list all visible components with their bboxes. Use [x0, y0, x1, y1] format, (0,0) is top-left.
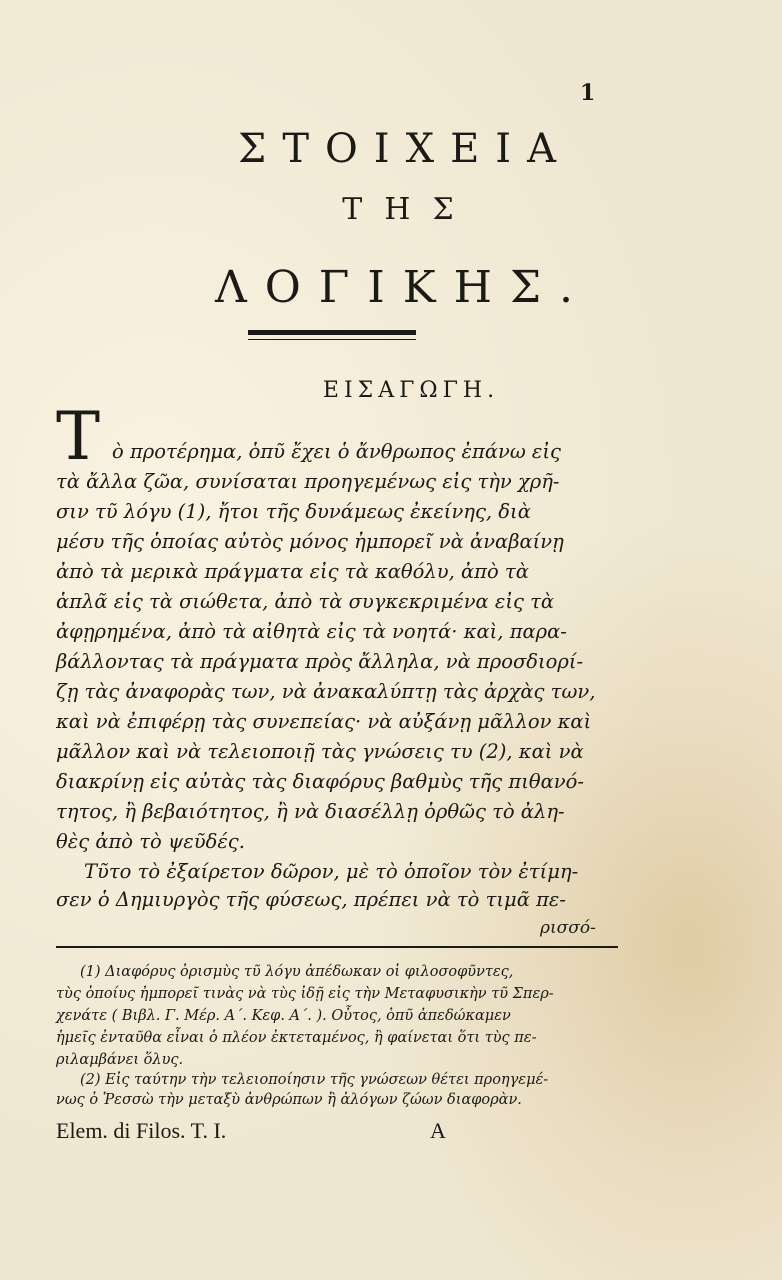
body-line: μέσυ τῆς ὁποίας αὐτὸς μόνος ἠμπορεῖ νὰ ἀναβαίνῃ: [56, 530, 564, 553]
body-line: βάλλοντας τὰ πράγματα πρὸς ἄλληλα, νὰ προσδιορί-: [56, 650, 584, 673]
title-rule-thin: [248, 339, 416, 340]
footnote-line: (1) Διαφόρυς ὁρισμὺς τῦ λόγυ ἀπέδωκαν οἱ φιλοσοφῦντες,: [80, 964, 514, 980]
footnote-rule: [56, 946, 618, 948]
section-heading: ΕΙΣΑΓΩΓΗ.: [322, 378, 500, 403]
title-line-1: ΣΤΟΙΧΕΙΑ: [238, 126, 572, 172]
body-line: θὲς ἀπὸ τὸ ψεῦδές.: [56, 830, 245, 853]
body-line: ὸ προτέρημα, ὁπῦ ἔχει ὁ ἄνθρωπος ἐπάνω εἰς: [112, 440, 561, 463]
body-line: σεν ὁ Δημιυργὸς τῆς φύσεως, πρέπει νὰ τὸ τιμᾶ πε-: [56, 888, 566, 911]
footnote-line: χενάτε ( Βιβλ. Γ. Μέρ. Α΄. Κεφ. Α΄. ). Οὗτος, ὁπῦ ἀπεδώκαμεν: [56, 1008, 511, 1024]
page-number: 1: [580, 80, 596, 106]
footnote-line: ριλαμβάνει ὅλυς.: [56, 1052, 184, 1068]
body-line: ἀπὸ τὰ μερικὰ πράγματα εἰς τὰ καθόλυ, ἀπὸ τὰ: [56, 560, 529, 583]
drop-cap: Τ: [56, 398, 101, 475]
body-line: ἁπλᾶ εἰς τὰ σιώθετα, ἀπὸ τὰ συγκεκριμένα εἰς τὰ: [56, 590, 555, 613]
body-line: τὰ ἄλλα ζῶα, συνίσαται προηγεμένως εἰς τὴν χρῆ-: [56, 470, 560, 493]
title-line-2: ΤΗΣ: [342, 192, 476, 227]
footnote-line: νως ὁ Ῥεσσὼ τὴν μεταξὺ ἀνθρώπων ἢ ἀλόγων ζώων διαφορὰν.: [56, 1092, 522, 1108]
signature-letter: A: [430, 1118, 446, 1143]
body-line: ἀφῃρημένα, ἀπὸ τὰ αἰθητὰ εἰς τὰ νοητά· καὶ, παρα-: [56, 620, 567, 643]
body-line: μᾶλλον καὶ νὰ τελειοποιῇ τὰς γνώσεις τυ (2), καὶ νὰ: [56, 740, 584, 763]
body-line: ζῃ τὰς ἀναφορὰς των, νὰ ἀνακαλύπτῃ τὰς ἀρχὰς των,: [56, 680, 596, 703]
footnote-line: ἡμεῖς ἐνταῦθα εἶναι ὁ πλέον ἐκτεταμένος, ἢ φαίνεται ὅτι τὺς πε-: [56, 1030, 537, 1046]
signature-mark: Elem. di Filos. T. I.: [56, 1118, 227, 1143]
footnote-line: τὺς ὁποίυς ἠμπορεῖ τινὰς νὰ τὺς ἰδῇ εἰς τὴν Μεταφυσικὴν τῦ Σπερ-: [56, 986, 554, 1002]
body-line: διακρίνῃ εἰς αὐτὰς τὰς διαφόρυς βαθμὺς τῆς πιθανό-: [56, 770, 584, 793]
body-line: σιν τῦ λόγυ (1), ἤτοι τῆς δυνάμεως ἐκείνης, διὰ: [56, 500, 531, 523]
footnote-line: (2) Εἰς ταύτην τὴν τελειοποίησιν τῆς γνώσεων θέτει προηγεμέ-: [80, 1072, 549, 1088]
body-line: Τῦτο τὸ ἐξαίρετον δῶρον, μὲ τὸ ὁποῖον τὸν ἐτίμη-: [84, 860, 579, 883]
catchword: ρισσό-: [540, 918, 596, 938]
title-rule-thick: [248, 330, 416, 335]
title-line-3: ΛΟΓΙΚΗΣ.: [214, 262, 592, 313]
body-line: τητος, ἢ βεβαιότητος, ἢ νὰ διασέλλῃ ὀρθῶς τὸ ἀλη-: [56, 800, 565, 823]
body-line: καὶ νὰ ἐπιφέρῃ τὰς συνεπείας· νὰ αὐξάνῃ μᾶλλον καὶ: [56, 710, 592, 733]
